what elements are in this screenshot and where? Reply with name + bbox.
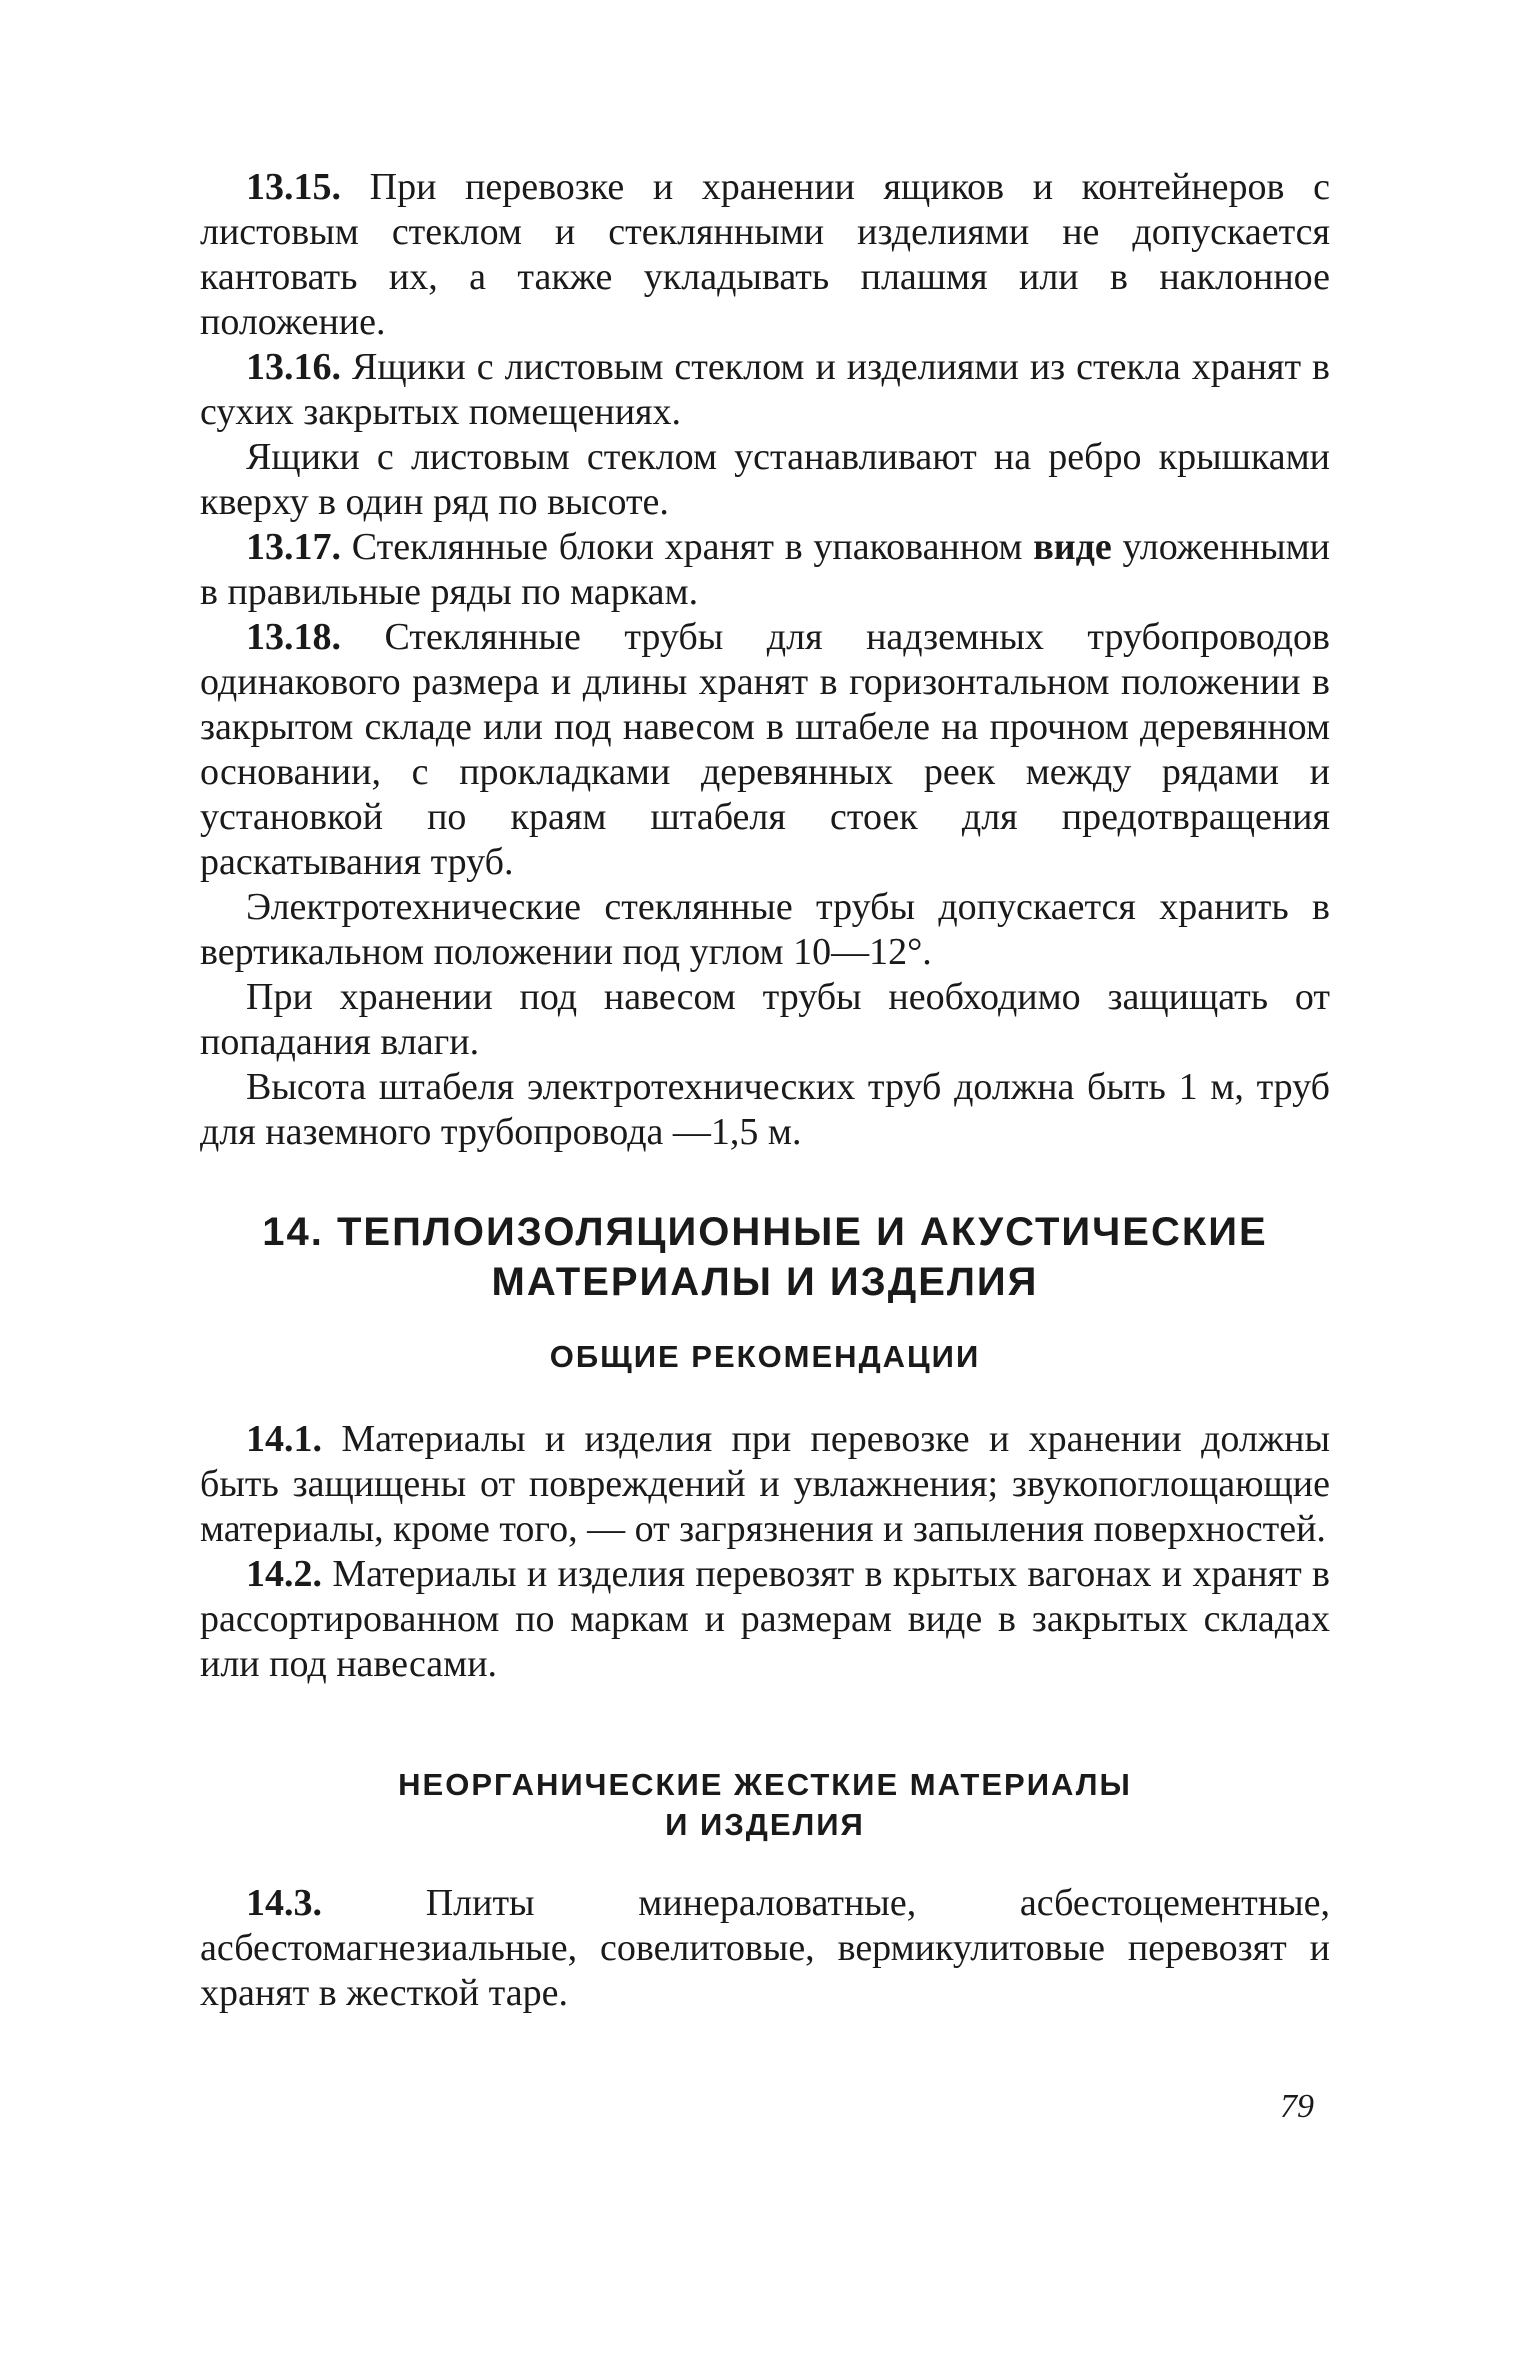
clause-text: Ящики с листовым стеклом устанавливают на ребро крышками кверху в один ряд по высоте. [200,436,1330,523]
clause-text: Материалы и изделия при перевозке и хранении должны быть защищены от повреждений и увлажнения; звукопоглощающие материалы, кроме того, — от загрязнения и запыления поверхностей. [200,1418,1331,1550]
paragraph-14-3 [200,1881,1330,2016]
clause-number: 14.2. [246,1553,322,1595]
paragraph-13-18 [200,615,1330,885]
section-title-line: 14. ТЕПЛОИЗОЛЯЦИОННЫЕ И АКУСТИЧЕСКИЕ [262,1210,1268,1254]
clause-emphasis: виде [1033,526,1112,568]
section-14-title [200,1207,1330,1307]
paragraph-13-17 [200,525,1330,615]
clause-number: 13.16. [246,346,341,388]
clause-text: Стеклянные блоки хранят в упакованном [351,526,1023,568]
paragraph-13-18-b [200,885,1330,975]
clause-number: 14.1. [246,1418,322,1460]
clause-number: 13.18. [246,616,341,658]
clause-number: 13.17. [246,526,341,568]
clause-number: 14.3. [246,1882,322,1924]
clause-text: Ящики с листовым стеклом и изделиями из стекла хранят в сухих закрытых помещениях. [200,346,1331,433]
clause-text: Плиты минераловатные, асбестоцементные, асбестомагнезиальные, совелитовые, вермикулитовые перевозят и хранят в жесткой таре. [200,1882,1330,2014]
clause-text: Электротехнические стеклянные трубы допускается хранить в вертикальном положении под углом 10—12°. [200,886,1330,973]
clause-text: При перевозке и хранении ящиков и контейнеров с листовым стеклом и стеклянными изделиями не допускается кантовать их, а также укладывать плашмя или в наклонное положение. [200,166,1330,343]
paragraph-14-1 [200,1417,1330,1552]
clause-text: уложенными в правильные ряды по маркам. [200,526,1331,613]
subheading-inorganic [200,1765,1330,1845]
paragraph-13-16-cont [200,435,1330,525]
paragraph-13-18-c [200,975,1330,1065]
clause-text: Высота штабеля электротехнических труб должна быть 1 м, труб для наземного трубопровода —1,5 м. [200,1066,1330,1153]
subheading-line: НЕОРГАНИЧЕСКИЕ ЖЕСТКИЕ МАТЕРИАЛЫ [398,1767,1132,1802]
paragraph-14-2 [200,1552,1330,1687]
clause-text: Материалы и изделия перевозят в крытых вагонах и хранят в рассортированном по маркам и размерам виде в закрытых складах или под навесами. [200,1553,1330,1685]
clause-text: При хранении под навесом трубы необходимо защищать от попадания влаги. [200,976,1330,1063]
section-title-line: МАТЕРИАЛЫ И ИЗДЕЛИЯ [491,1260,1039,1304]
paragraph-13-15 [200,165,1330,345]
subheading-line: И ИЗДЕЛИЯ [665,1807,865,1842]
subheading-general: ОБЩИЕ РЕКОМЕНДАЦИИ [549,1339,981,1374]
clause-text: Стеклянные трубы для надземных трубопроводов одинакового размера и длины хранят в горизонтальном положении в закрытом складе или под навесом в штабеле на прочном деревянном основании, с прокладками деревянных реек между рядами и установкой по краям штабеля стоек для предотвращения раскатывания труб. [200,616,1330,883]
clause-number: 13.15. [246,166,341,208]
paragraph-13-16 [200,345,1330,435]
paragraph-13-18-d [200,1065,1330,1155]
page-number: 79 [1280,2088,1314,2125]
document-page [200,165,1330,2016]
